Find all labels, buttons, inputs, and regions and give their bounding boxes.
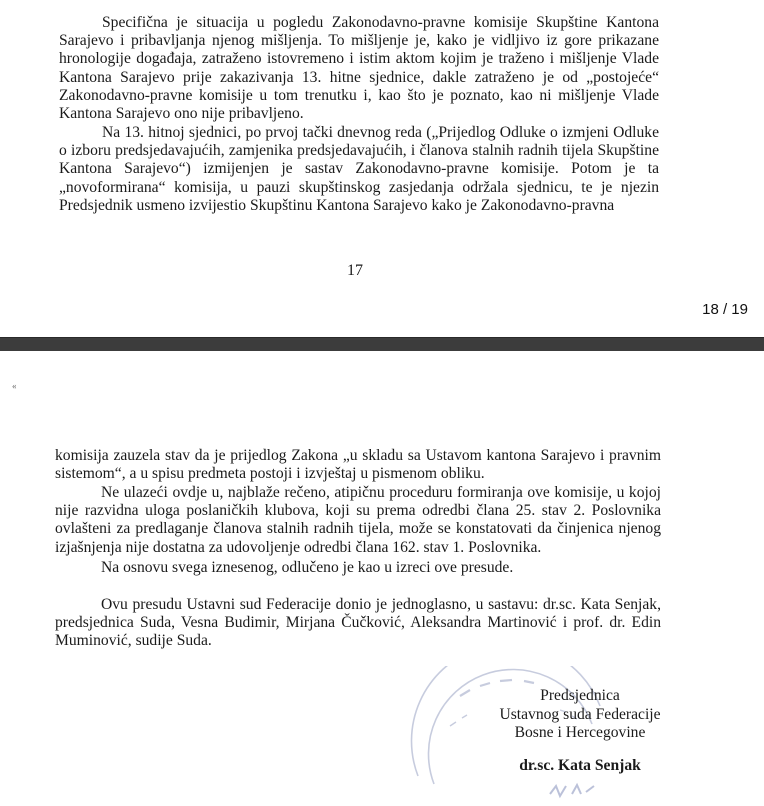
signature-title-line3: Bosne i Hercegovine	[514, 724, 646, 742]
paragraph-decision: Na osnovu svega iznesenog, odlučeno je kao u izreci ove presude.	[101, 559, 514, 576]
document-page-18	[0, 351, 764, 790]
signature-title-line1: Predsjednica	[540, 687, 620, 704]
paragraph-commission-opinion: komisija zauzela stav da je prijedlog Zakona „u skladu sa Ustavom kantona Sarajevo i pravnim sistemom“, a u spisu predmeta postoji i izvještaj u pismenom obliku.	[55, 447, 661, 483]
paragraph-commission-situation: Specifična je situacija u pogledu Zakonodavno-pravne komisije Skupštine Kantona Sarajevo i pribavljanja njenog mišljenja. To mišljenje je, kako je vidljivo iz gore prikazane hronologije događaja, zatraženo istovremeno i istim aktom kojim je traženo i mišljenje Vlade Kantona Sarajevo prije zakazivanja 13. hitne sjednice, dakle zatraženo je od „postojeće“ Zakonodavno-pravne komisije u tom trenutku i, kao što je poznato, kao ni mišljenje Vlade Kantona Sarajevo ono nije pribavljeno.	[59, 14, 659, 123]
scan-mark: «	[12, 381, 17, 391]
signature-title-line2: Ustavnog suda Federacije	[499, 705, 661, 723]
page-counter: 18 / 19	[702, 301, 748, 318]
signature-block	[470, 687, 690, 775]
document-page-17	[0, 0, 764, 337]
page-number: 17	[347, 262, 363, 279]
paragraph-court-composition: Ovu presudu Ustavni sud Federacije donio je jednoglasno, u sastavu: dr.sc. Kata Senjak, predsjednica Suda, Vesna Budimir, Mirjana Čučković, Aleksandra Martinović i prof. dr. Edin Muminović, sudije Suda.	[55, 596, 661, 650]
signatory-name: dr.sc. Kata Senjak	[519, 756, 641, 774]
paragraph-procedure: Ne ulazeći ovdje u, najblaže rečeno, atipičnu proceduru formiranja ove komisije, u kojoj nije razvidna uloga poslaničkih klubova, koji su prema odredbi člana 25. stav 2. Poslovnika ovlašteni za predlaganje članova stalnih radnih tijela, može se konstatovati da činjenica njenog izjašnjenja nije dostatna za udovoljenje odredbi člana 162. stav 1. Poslovnika.	[55, 484, 661, 556]
paragraph-13th-session: Na 13. hitnoj sjednici, po prvoj tački dnevnog reda („Prijedlog Odluke o izmjeni Odluke o izboru predsjedavajućih, zamjenika predsjedavajućih, i članova stalnih radnih tijela Skupštine Kantona Sarajevo“) izmijenjen je sastav Zakonodavno-pravne komisije. Potom je ta „novoformirana“ komisija, u pauzi skupštinskog zasjedanja održala sjednicu, te je njezin Predsjednik usmeno izvijestio Skupštinu Kantona Sarajevo kako je Zakonodavno-pravna	[59, 124, 659, 214]
